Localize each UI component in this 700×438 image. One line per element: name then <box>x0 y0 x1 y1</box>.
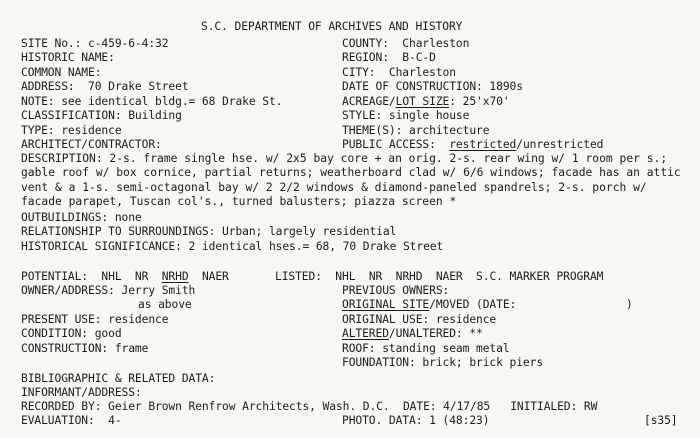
previous-owners: PREVIOUS OWNERS: <box>342 284 450 297</box>
site-number: SITE No.: c-459-6-4:32 <box>21 37 169 50</box>
construction: CONSTRUCTION: frame <box>21 342 149 355</box>
original-site: ORIGINAL SITE/MOVED (DATE: <box>342 298 517 311</box>
foundation: FOUNDATION: brick; brick piers <box>342 356 544 369</box>
evaluation: EVALUATION: 4- <box>21 414 122 427</box>
outbuildings: OUTBUILDINGS: none <box>21 211 142 224</box>
description: DESCRIPTION: 2-s. frame single hse. w/ 2x5 bay core + an orig. 2-s. rear wing w/ 1 room per s.; gable roof w/ box cornice, partial returns; weatherboard clad w/ 6/6 windows; facade has an attic vent & a 1-s. semi-octagonal bay w/ 2 2/2 windows & diamond-paneled spandrels; 2-s. porch w/ facade parapet, Tuscan col's., turned balusters; piazza screen * <box>21 152 681 208</box>
listed: LISTED: NHL NR NRHD NAER S.C. MARKER PROGRAM <box>275 270 604 283</box>
informant-address: INFORMANT/ADDRESS: <box>21 386 142 399</box>
original-use: ORIGINAL USE: residence <box>342 313 497 326</box>
themes: THEME(S): architecture <box>342 124 490 137</box>
recorded-by: RECORDED BY: Geier Brown Renfrow Architects, Wash. D.C. DATE: 4/17/85 INITIALED: RW <box>21 400 598 413</box>
condition: CONDITION: good <box>21 327 122 340</box>
card-title: S.C. DEPARTMENT OF ARCHIVES AND HISTORY <box>201 20 463 33</box>
photo-data: PHOTO. DATA: 1 (48:23) <box>342 414 490 427</box>
potential: POTENTIAL: NHL NR NRHD NAER <box>21 270 229 283</box>
historic-name: HISTORIC NAME: <box>21 51 115 64</box>
altered-unaltered: ALTERED/UNALTERED: ** <box>342 327 483 340</box>
acreage-lot-size: ACREAGE/LOT SIZE: 25'x70' <box>342 95 510 108</box>
city: CITY: Charleston <box>342 66 456 79</box>
date-of-construction: DATE OF CONSTRUCTION: 1890s <box>342 80 523 93</box>
original-site-close: ) <box>626 298 633 311</box>
relationship-to-surroundings: RELATIONSHIP TO SURROUNDINGS: Urban; largely residential <box>21 225 397 238</box>
present-use: PRESENT USE: residence <box>21 313 169 326</box>
owner-address-continued: as above <box>138 298 192 311</box>
owner-address: OWNER/ADDRESS: Jerry Smith <box>21 284 196 297</box>
classification: CLASSIFICATION: Building <box>21 109 182 122</box>
bibliographic-data: BIBLIOGRAPHIC & RELATED DATA: <box>21 372 216 385</box>
public-access: PUBLIC ACCESS: restricted/unrestricted <box>342 138 604 151</box>
reference-code: [s35] <box>644 414 678 427</box>
historical-significance: HISTORICAL SIGNIFICANCE: 2 identical hses.= 68, 70 Drake Street <box>21 240 444 253</box>
roof: ROOF: standing seam metal <box>342 342 510 355</box>
county: COUNTY: Charleston <box>342 37 470 50</box>
common-name: COMMON NAME: <box>21 66 102 79</box>
region: REGION: B-C-D <box>342 51 436 64</box>
style: STYLE: single house <box>342 109 470 122</box>
architect-contractor: ARCHITECT/CONTRACTOR: <box>21 138 162 151</box>
type: TYPE: residence <box>21 124 122 137</box>
note: NOTE: see identical bldg.= 68 Drake St. <box>21 95 283 108</box>
address: ADDRESS: 70 Drake Street <box>21 80 189 93</box>
